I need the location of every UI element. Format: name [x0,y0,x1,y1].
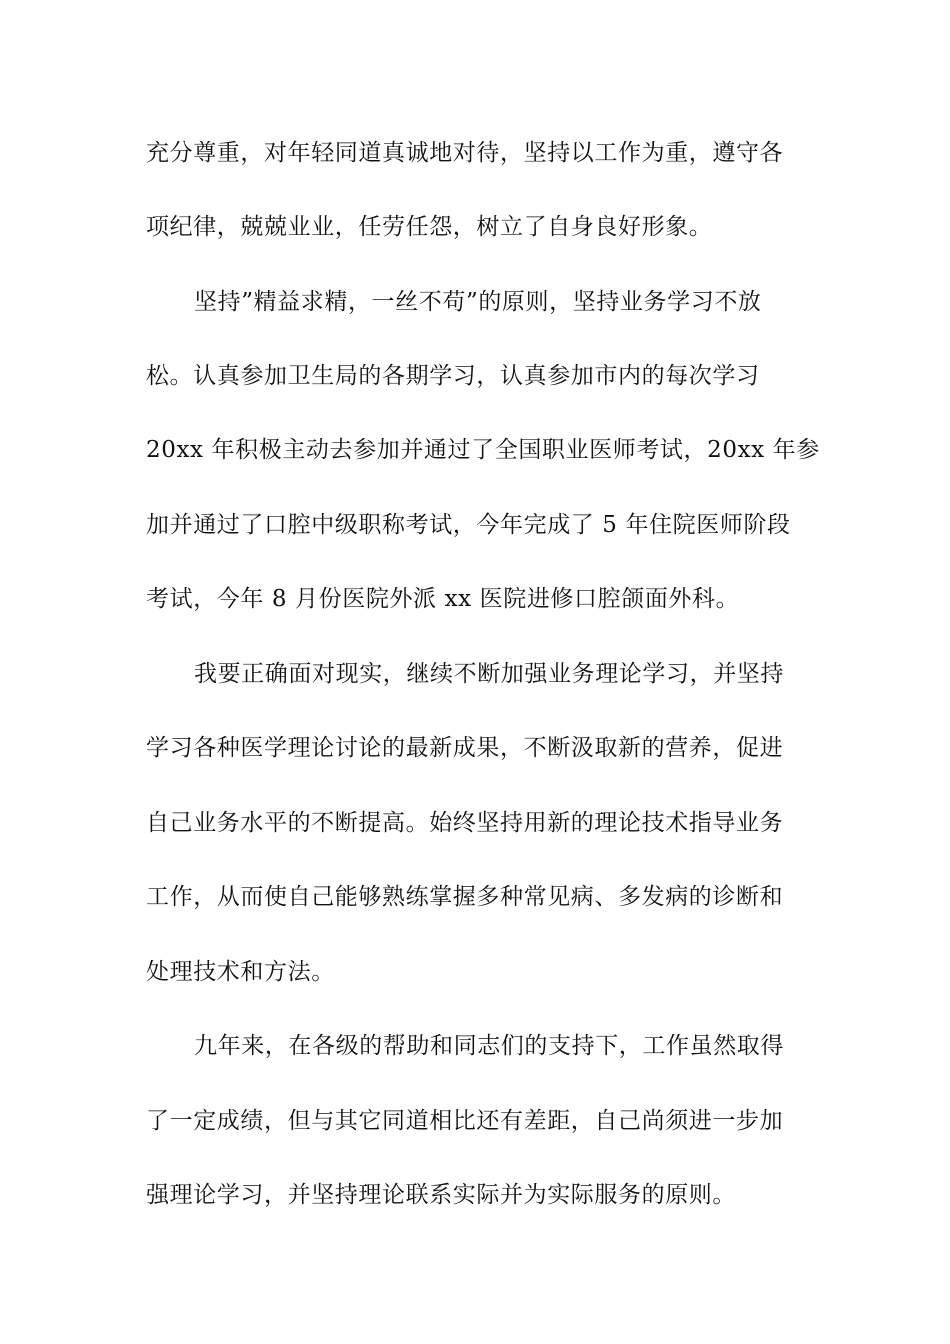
paragraph-4-line-1: 九年来，在各级的帮助和同志们的支持下，工作虽然取得 [194,1033,784,1059]
paragraph-3-line-5: 处理技术和方法。 [146,959,335,985]
paragraph-2-line-1: 坚持”精益求精，一丝不苟”的原则，坚持业务学习不放 [194,289,762,315]
paragraph-2-line-2: 松。认真参加卫生局的各期学习，认真参加市内的每次学习 [146,363,760,389]
paragraph-4-line-3: 强理论学习，并坚持理论联系实际并为实际服务的原则。 [146,1182,736,1208]
paragraph-2-line-3: 20xx 年积极主动去参加并通过了全国职业医师考试，20xx 年参 [146,437,820,463]
paragraph-4-line-2: 了一定成绩，但与其它同道相比还有差距，自己尚须进一步加 [146,1108,784,1134]
paragraph-2-line-5: 考试，今年 8 月份医院外派 xx 医院进修口腔颌面外科。 [146,586,740,612]
paragraph-1-line-2: 项纪律，兢兢业业，任劳任怨，树立了自身良好形象。 [146,214,713,240]
paragraph-3-line-1: 我要正确面对现实，继续不断加强业务理论学习，并坚持 [194,661,784,687]
paragraph-2-line-4: 加并通过了口腔中级职称考试，今年完成了 5 年住院医师阶段 [146,512,791,538]
paragraph-3-line-3: 自己业务水平的不断提高。始终坚持用新的理论技术指导业务 [146,810,784,836]
paragraph-3-line-2: 学习各种医学理论讨论的最新成果，不断汲取新的营养，促进 [146,735,784,761]
paragraph-3-line-4: 工作，从而使自己能够熟练掌握多种常见病、多发病的诊断和 [146,884,784,910]
paragraph-1-line-1: 充分尊重，对年轻同道真诚地对待，坚持以工作为重，遵守各 [146,140,784,166]
